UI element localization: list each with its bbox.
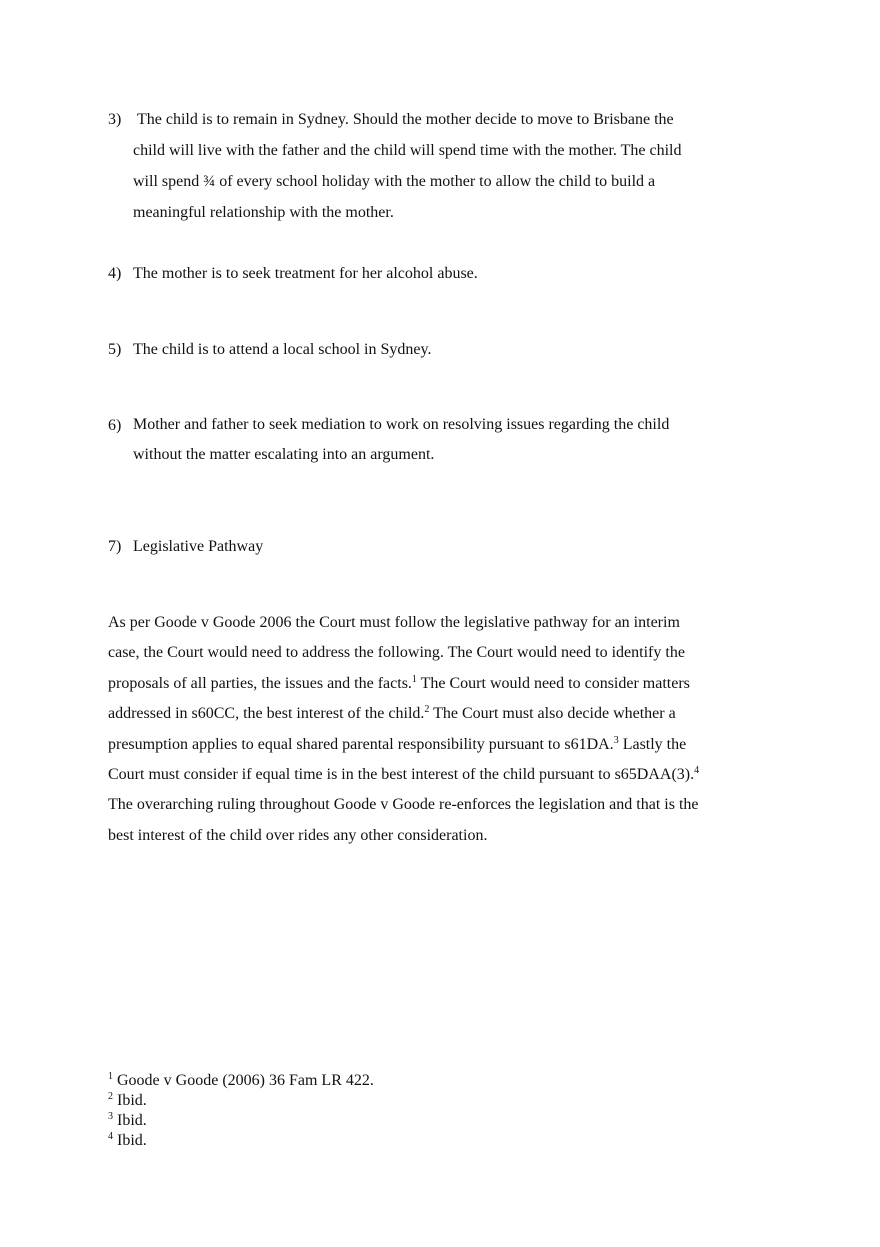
list-text: The child is to remain in Sydney. Should the mother decide to move to Brisbane the child will live with the father and the child will spend time with the mother. The child will spend ¾ of every school holiday with the mother to allow the child to build a meaningful relationship with the mother. bbox=[133, 111, 686, 221]
footnote-mark: 3 bbox=[108, 1111, 113, 1122]
list-item-3 bbox=[108, 104, 708, 228]
list-number: 4) bbox=[108, 265, 122, 282]
list-number: 5) bbox=[108, 341, 122, 358]
footnote bbox=[108, 1131, 374, 1151]
list-text: The mother is to seek treatment for her alcohol abuse. bbox=[133, 265, 478, 282]
list-number: 7) bbox=[108, 538, 122, 555]
footnote-ref: 4 bbox=[694, 765, 700, 777]
list-number: 3) bbox=[108, 111, 122, 128]
footnote bbox=[108, 1091, 374, 1111]
paragraph-text: The Court must also decide whether a presumption applies to equal shared parental responsibility pursuant to s61DA. bbox=[108, 705, 676, 753]
footnote-text: Goode v Goode (2006) 36 Fam LR 422. bbox=[113, 1072, 374, 1089]
paragraph-text: As per Goode v Goode 2006 the Court must follow the legislative pathway for an interim case, the Court would need to address the following. The Court would need to identify the proposals of all parties, the issues and the facts. bbox=[108, 614, 685, 692]
footnote-text: Ibid. bbox=[113, 1112, 147, 1129]
list-text: The child is to attend a local school in Sydney. bbox=[133, 341, 432, 358]
list-item-7 bbox=[108, 531, 708, 562]
list-item-5 bbox=[108, 334, 708, 365]
footnotes bbox=[108, 1071, 374, 1151]
footnote-mark: 1 bbox=[108, 1071, 113, 1082]
paragraph-text: Lastly the Court must consider if equal time is in the best interest of the child pursuant to s65DAA(3). bbox=[108, 735, 695, 784]
footnote-ref: 3 bbox=[613, 734, 619, 746]
paragraph-text: The overarching ruling throughout Goode v Goode re-enforces the legislation and that is the best interest of the child over rides any other consideration. bbox=[108, 796, 699, 844]
section-heading: Legislative Pathway bbox=[133, 538, 264, 555]
paragraph-text: The Court would need to consider matters addressed in s60CC, the best interest of the child. bbox=[108, 674, 690, 723]
footnote-text: Ibid. bbox=[113, 1132, 147, 1149]
footnote-mark: 2 bbox=[108, 1091, 113, 1102]
footnote-text: Ibid. bbox=[113, 1092, 147, 1109]
footnote-ref: 1 bbox=[411, 673, 417, 685]
list-item-4 bbox=[108, 258, 708, 289]
footnote bbox=[108, 1071, 374, 1091]
footnote-ref: 2 bbox=[424, 704, 430, 716]
list-text: Mother and father to seek mediation to work on resolving issues regarding the child without the matter escalating into an argument. bbox=[133, 416, 670, 463]
footnote bbox=[108, 1111, 374, 1131]
list-number: 6) bbox=[108, 417, 122, 434]
list-item-6 bbox=[108, 410, 688, 470]
body-paragraph bbox=[108, 608, 708, 851]
footnote-mark: 4 bbox=[108, 1131, 113, 1142]
